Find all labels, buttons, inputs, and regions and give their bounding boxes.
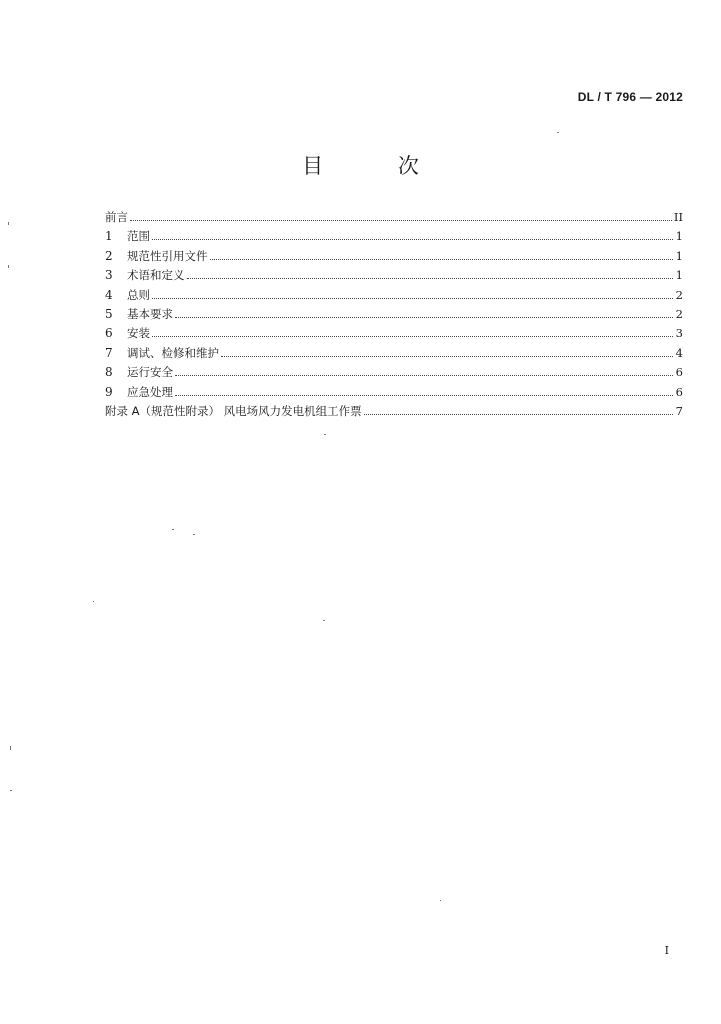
scan-speck (557, 132, 559, 133)
toc-entry-basic-requirements[interactable] (105, 305, 683, 324)
toc-entry-number: 1 (105, 229, 113, 244)
toc-entry-number: 4 (105, 287, 113, 302)
toc-entry-page: 1 (675, 268, 683, 283)
toc-entry-label: 安装 (127, 326, 150, 341)
toc-entry-page: II (673, 210, 683, 224)
toc-entry-normative-references[interactable] (105, 247, 683, 266)
toc-entry-label: 基本要求 (127, 306, 173, 321)
scan-speck (10, 746, 11, 750)
scan-speck (93, 601, 94, 602)
toc-entry-page: 6 (675, 365, 683, 380)
toc-entry-number: 6 (105, 326, 113, 341)
toc-entry-operation-safety[interactable] (105, 363, 683, 382)
toc-entry-emergency-handling[interactable] (105, 383, 683, 402)
toc-entry-page: 2 (675, 306, 683, 321)
toc-leader-dots (187, 277, 674, 279)
toc-entry-label: 总则 (127, 287, 150, 302)
toc-entry-label: 规范性引用文件 (127, 248, 208, 263)
toc-entry-installation[interactable] (105, 324, 683, 343)
toc-entry-number: 9 (105, 384, 113, 399)
scan-speck (323, 620, 325, 621)
toc-entry-label: 应急处理 (127, 384, 173, 399)
page-title: 目 次 (302, 154, 453, 178)
scan-speck (172, 529, 174, 530)
toc-leader-dots (221, 355, 673, 357)
scan-speck (193, 534, 195, 535)
toc-entry-foreword[interactable] (105, 208, 683, 227)
toc-entry-scope[interactable] (105, 227, 683, 246)
toc-entry-number: 3 (105, 268, 113, 283)
toc-entry-number: 8 (105, 365, 113, 380)
toc-leader-dots (210, 258, 674, 260)
toc-entry-page: 1 (675, 229, 683, 244)
scan-speck (10, 790, 12, 791)
toc-entry-page: 6 (675, 384, 683, 399)
toc-leader-dots (152, 297, 673, 299)
toc-entry-label: 附录 A（规范性附录） 风电场风力发电机组工作票 (105, 403, 362, 418)
toc-entry-terms-definitions[interactable] (105, 266, 683, 285)
standard-code: DL / T 796 — 2012 (577, 90, 683, 104)
toc-entry-label: 运行安全 (127, 365, 173, 380)
toc-entry-commissioning-maintenance[interactable] (105, 344, 683, 363)
toc-entry-number: 2 (105, 248, 113, 263)
toc-entry-page: 2 (675, 287, 683, 302)
toc-entry-number: 7 (105, 345, 113, 360)
toc-leader-dots (152, 238, 673, 240)
toc-entry-page: 4 (675, 345, 683, 360)
toc-leader-dots (175, 316, 673, 318)
toc-entry-number: 5 (105, 306, 113, 321)
toc-entry-page: 7 (675, 403, 683, 418)
toc-entry-label: 调试、检修和维护 (127, 345, 219, 360)
toc-entry-appendix-a[interactable] (105, 402, 683, 421)
scan-speck (324, 434, 326, 435)
toc-entry-label: 范围 (127, 229, 150, 244)
scan-speck (8, 222, 9, 225)
toc-leader-dots (130, 219, 672, 221)
scan-speck (8, 265, 9, 268)
page-number: I (664, 944, 669, 957)
toc-leader-dots (364, 413, 673, 415)
toc-entry-page: 3 (675, 326, 683, 341)
toc-entry-label: 术语和定义 (127, 268, 185, 283)
table-of-contents (105, 208, 683, 421)
toc-entry-general[interactable] (105, 286, 683, 305)
toc-leader-dots (175, 374, 673, 376)
toc-leader-dots (175, 394, 673, 396)
toc-entry-label: 前言 (105, 210, 128, 224)
toc-leader-dots (152, 335, 673, 337)
scan-speck (440, 900, 441, 901)
toc-entry-page: 1 (675, 248, 683, 263)
